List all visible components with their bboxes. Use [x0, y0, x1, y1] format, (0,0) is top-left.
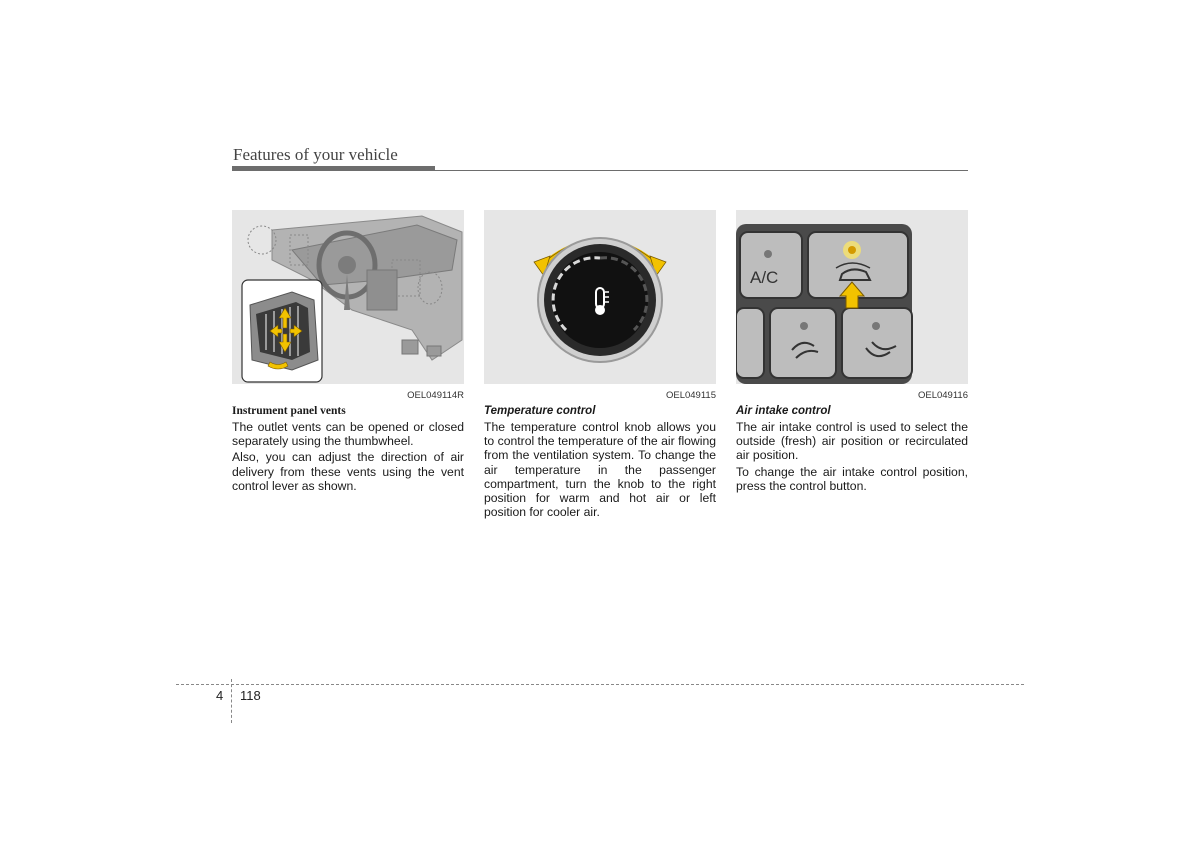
section-paragraph: The air intake control is used to select the outside (fresh) air position or recirculated air position. — [736, 420, 968, 463]
dashboard-illustration — [232, 210, 464, 384]
page-header-title: Features of your vehicle — [233, 145, 398, 164]
figure-code: OEL049116 — [917, 390, 968, 401]
ac-button-label: A/C — [750, 268, 779, 287]
chapter-number: 4 — [216, 688, 224, 703]
figure-code: OEL049114R — [407, 390, 464, 401]
temperature-knob-figure — [484, 210, 716, 384]
page-number: 118 — [240, 688, 261, 703]
footer-rule — [176, 684, 1024, 685]
section-temperature-control — [484, 210, 716, 519]
header-rule-thick — [232, 166, 435, 171]
section-paragraph: Also, you can adjust the direction of air delivery from these vents using the vent control lever as shown. — [232, 450, 464, 493]
section-heading: Air intake control — [736, 405, 831, 417]
section-air-intake-control — [736, 210, 968, 493]
section-heading: Instrument panel vents — [232, 405, 346, 417]
section-paragraph: The temperature control knob allows you to control the temperature of the air flowing from the ventilation system. To change the air temperature in the passenger compartment, turn the knob to the right position for warm and hot air or left position for cooler air. — [484, 420, 716, 520]
temperature-knob-illustration — [484, 210, 716, 384]
footer-divider — [231, 679, 232, 723]
air-intake-figure — [736, 210, 968, 384]
section-paragraph: To change the air intake control position, press the control button. — [736, 464, 968, 493]
instrument-panel-vents-figure — [232, 210, 464, 384]
section-heading: Temperature control — [484, 405, 596, 417]
climate-panel-illustration — [736, 210, 968, 384]
header-rule-thin — [435, 170, 968, 171]
figure-code: OEL049115 — [665, 390, 716, 401]
section-instrument-panel-vents — [232, 210, 464, 493]
section-paragraph: The outlet vents can be opened or closed separately using the thumbwheel. — [232, 420, 464, 449]
